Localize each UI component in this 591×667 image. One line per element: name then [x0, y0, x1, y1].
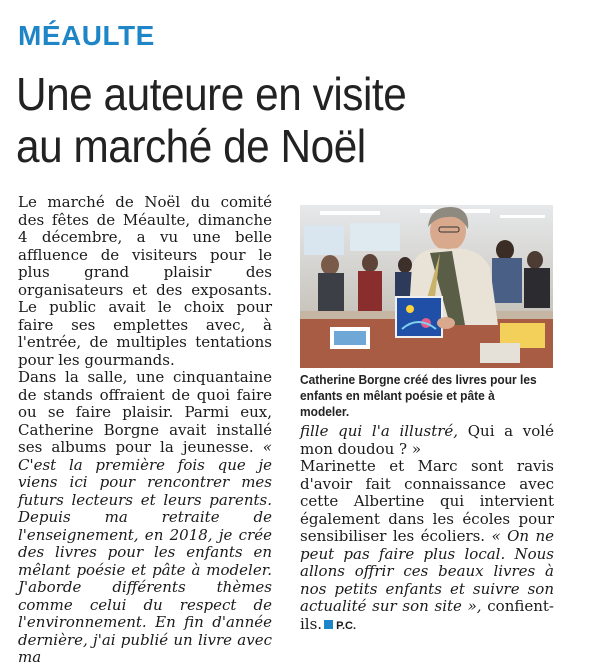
paragraph-2-quote: « C'est la première fois que je viens ici pour rencontrer mes futurs lecteurs et leurs parents. Depuis ma retraite de l'enseignement, en 2018, je crée des livres pour les enfants en mêlant poésie et pâte à modeler. J'aborde différents thèmes comme celui du respect de l'environnement. En fin d'année dernière, j'ai publié un livre avec ma — [18, 438, 272, 666]
paragraph-4 — [300, 458, 554, 635]
paragraph-3 — [300, 423, 554, 458]
paragraph-1: Le marché de Noël du comité des fêtes de Méaulte, dimanche 4 décembre, a vu une belle affluence de visiteurs pour le plus grand plaisir des organisateurs et des exposants. Le public avait le choix pour faire ses emplettes avec, à l'entrée, de multiples tentations pour les gourmands. — [18, 193, 272, 369]
paragraph-4-end: confient-ils. — [300, 597, 554, 633]
quote-continuation: fille qui l'a illustré, — [300, 422, 459, 440]
headline-line-1: Une auteure en visite — [16, 68, 407, 120]
author-signature: P.C. — [336, 619, 357, 632]
section-kicker: MÉAULTE — [18, 20, 155, 51]
paragraph-4-quote: « On ne peut pas faire plus local. Nous allons offrir ces beaux livres à nos petits enfants et suivre son actualité sur son site », — [300, 527, 554, 615]
article-photo — [300, 205, 553, 368]
paragraph-2-intro: Dans la salle, une cinquantaine de stands offraient de quoi faire ou se faire plaisir. Parmi eux, Catherine Borgne avait installé ses albums pour la jeunesse. — [18, 368, 272, 456]
right-column — [300, 423, 554, 635]
paragraph-2 — [18, 369, 272, 667]
end-square-icon — [324, 620, 333, 629]
photo-caption: Catherine Borgne créé des livres pour les enfants en mêlant poésie et pâte à modeler. — [300, 372, 537, 419]
book-title: Qui a volé mon doudou ? » — [300, 422, 554, 458]
photo-illustration — [300, 205, 553, 368]
headline — [16, 68, 531, 172]
headline-line-2: au marché de Noël — [16, 120, 366, 172]
paragraph-4-intro: Marinette et Marc sont ravis d'avoir fait connaissance avec cette Albertine qui intervient également dans les écoles pour sensibiliser les écoliers. — [300, 457, 554, 545]
left-column — [18, 194, 272, 667]
